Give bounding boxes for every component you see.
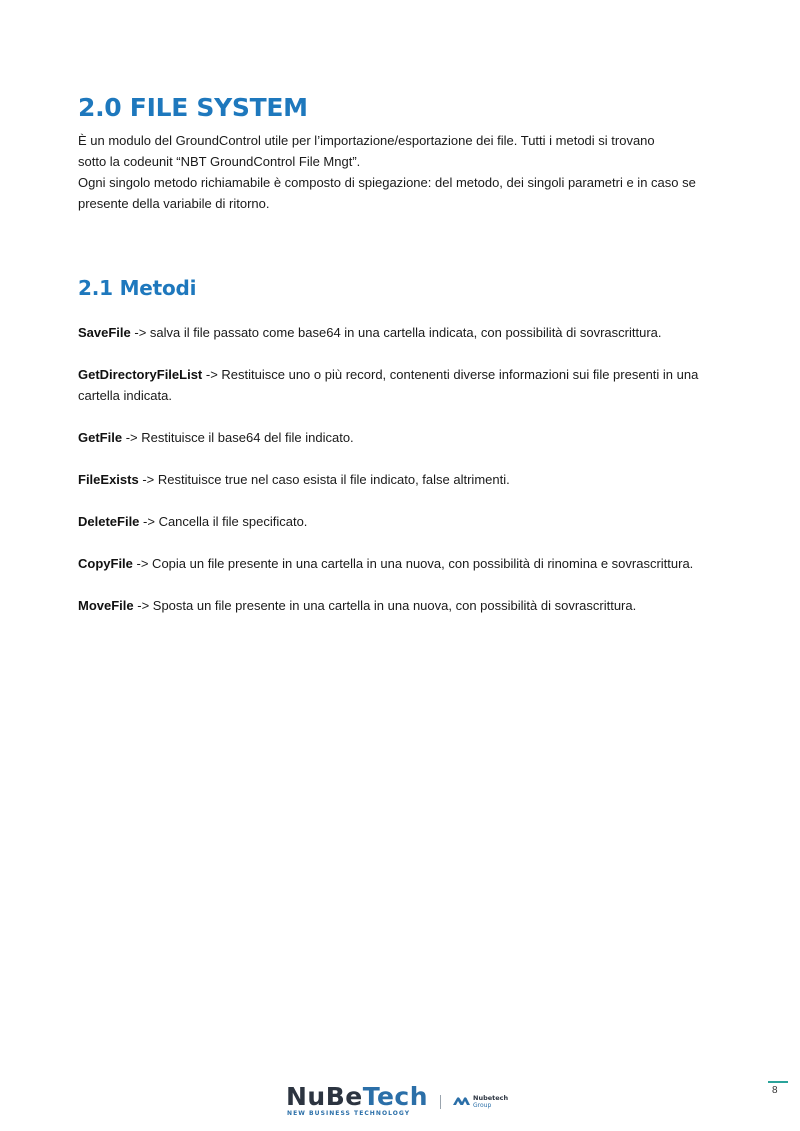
logo-wordmark-prefix: NuBe [286, 1082, 363, 1111]
methods-list [78, 322, 728, 616]
section-intro [78, 130, 728, 214]
method-description: -> salva il file passato come base64 in una cartella indicata, con possibilità di sovrascrittura. [130, 325, 662, 340]
method-description: -> Restituisce uno o più record, contenenti diverse informazioni sui file presenti in una cartella indicata. [78, 367, 699, 403]
page-footer [0, 1078, 800, 1131]
group-sub: Group [473, 1102, 492, 1109]
method-name: DeleteFile [78, 514, 140, 529]
intro-line: presente della variabile di ritorno. [78, 196, 270, 211]
method-description: -> Restituisce il base64 del file indicato. [122, 430, 354, 445]
page-number: 8 [772, 1085, 778, 1096]
intro-line: sotto la codeunit “NBT GroundControl File Mngt”. [78, 154, 361, 169]
method-item-getdirectoryfilelist [78, 364, 728, 406]
method-name: MoveFile [78, 598, 134, 613]
nubetech-group-logo [452, 1092, 522, 1112]
page-content [78, 92, 728, 637]
method-item-fileexists [78, 469, 728, 490]
method-item-deletefile [78, 511, 728, 532]
subsection-title: 2.1 Metodi [78, 276, 197, 300]
nubetech-logo [286, 1084, 431, 1120]
logo-wordmark [286, 1084, 428, 1110]
method-description: -> Copia un file presente in una cartella in una nuova, con possibilità di rinomina e sovrascrittura. [132, 556, 694, 571]
method-description: -> Sposta un file presente in una cartella in una nuova, con possibilità di sovrascrittura. [133, 598, 637, 613]
method-item-movefile [78, 595, 728, 616]
group-name: Nubetech [473, 1094, 509, 1102]
method-name: SaveFile [78, 325, 131, 340]
method-name: FileExists [78, 472, 139, 487]
logo-tagline: NEW BUSINESS TECHNOLOGY [287, 1110, 411, 1117]
nubetech-group-mark-icon [452, 1095, 471, 1107]
section-title: 2.0 FILE SYSTEM [78, 93, 308, 122]
logo-wordmark-suffix: Tech [362, 1082, 429, 1111]
method-description: -> Cancella il file specificato. [139, 514, 308, 529]
method-item-getfile [78, 427, 728, 448]
logo-divider [440, 1095, 441, 1109]
method-item-copyfile [78, 553, 728, 574]
method-name: CopyFile [78, 556, 133, 571]
intro-line: Ogni singolo metodo richiamabile è composto di spiegazione: del metodo, dei singoli parametri e in caso se [78, 175, 696, 190]
intro-line: È un modulo del GroundControl utile per l’importazione/esportazione dei file. Tutti i metodi si trovano [78, 133, 655, 148]
method-item-savefile [78, 322, 728, 343]
method-name: GetDirectoryFileList [78, 367, 203, 382]
page-number-rule [768, 1081, 788, 1083]
method-description: -> Restituisce true nel caso esista il file indicato, false altrimenti. [138, 472, 510, 487]
method-name: GetFile [78, 430, 123, 445]
